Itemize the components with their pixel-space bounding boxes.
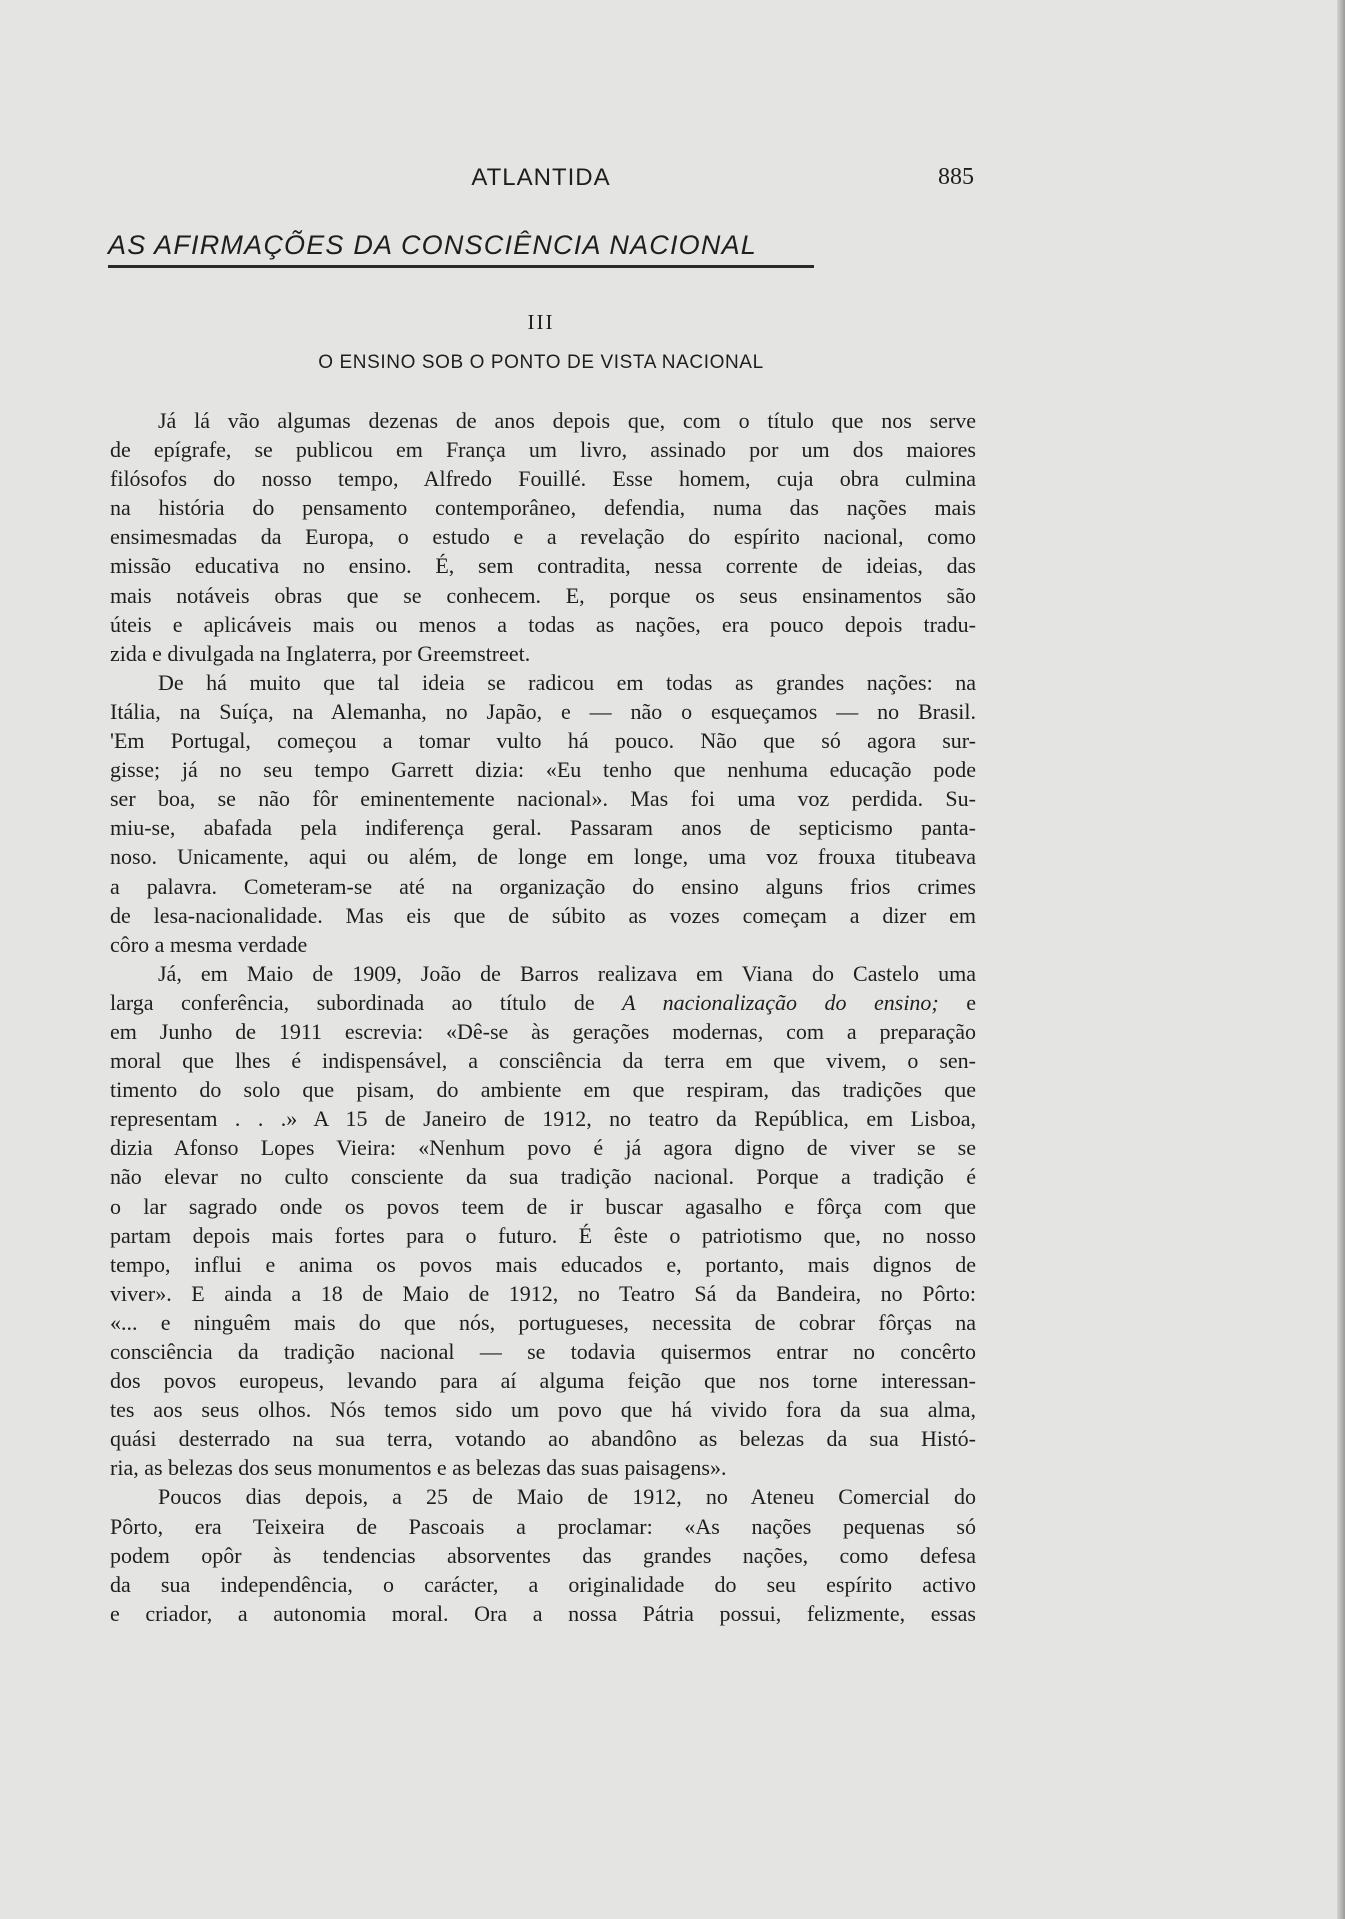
journal-name: ATLANTIDA — [471, 164, 611, 191]
text-line: Já, em Maio de 1909, João de Barros realizava em Viana do Castelo uma — [158, 960, 976, 986]
text-line: úteis e aplicáveis mais ou menos a todas as nações, era pouco depois tradu- — [110, 611, 976, 637]
text-line: viver». E ainda a 18 de Maio de 1912, no Teatro Sá da Bandeira, no Pôrto: — [110, 1280, 976, 1306]
text-line: na história do pensamento contemporâneo, defendia, numa das nações mais — [110, 495, 976, 521]
text-line: ria, as belezas dos seus monumentos e as belezas das suas paisagens». — [110, 1455, 727, 1481]
text-line: e criador, a autonomia moral. Ora a nossa Pátria possui, felizmente, essas — [110, 1600, 976, 1626]
text-line: dizia Afonso Lopes Vieira: «Nenhum povo é já agora digno de viver se se — [110, 1135, 976, 1161]
text-line: Pôrto, era Teixeira de Pascoais a proclamar: «As nações pequenas só — [110, 1513, 976, 1539]
series-title: AS AFIRMAÇÕES DA CONSCIÊNCIA NACIONAL — [108, 230, 814, 268]
section-heading: O ENSINO SOB O PONTO DE VISTA NACIONAL — [318, 352, 764, 373]
text-line: tempo, influi e anima os povos mais educados e, portanto, mais dignos de — [110, 1251, 976, 1277]
text-line: quási desterrado na sua terra, votando ao abandôno as belezas da sua Histó- — [110, 1426, 976, 1452]
text-line: ensimesmadas da Europa, o estudo e a revelação do espírito nacional, como — [110, 524, 976, 550]
text-line: filósofos do nosso tempo, Alfredo Fouillé. Esse homem, cuja obra culmina — [110, 466, 976, 492]
text-line: partam depois mais fortes para o futuro. É êste o patriotismo que, no nosso — [110, 1222, 976, 1248]
text-line: timento do solo que pisam, do ambiente em que respiram, das tradições que — [110, 1077, 976, 1103]
text-line: da sua independência, o carácter, a originalidade do seu espírito activo — [110, 1571, 976, 1597]
text-line: Itália, na Suíça, na Alemanha, no Japão, e — não o esqueçamos — no Brasil. — [110, 698, 976, 724]
text-line: consciência da tradição nacional — se todavia quisermos entrar no concêrto — [110, 1339, 976, 1364]
text-line: ser boa, se não fôr eminentemente nacional». Mas foi uma voz perdida. Su- — [110, 786, 976, 812]
article-body — [110, 406, 976, 1628]
paragraph — [110, 406, 976, 668]
text-line: a palavra. Cometeram-se até na organização do ensino alguns frios crimes — [110, 873, 976, 899]
page-number: 885 — [938, 164, 974, 190]
text-line: Poucos dias depois, a 25 de Maio de 1912, no Ateneu Comercial do — [158, 1484, 976, 1510]
text-line: Já lá vão algumas dezenas de anos depois que, com o título que nos serve — [158, 408, 976, 433]
text-line: moral que lhes é indispensável, a consciência da terra em que vivem, o sen- — [110, 1048, 976, 1074]
text-line: o lar sagrado onde os povos teem de ir buscar agasalho e fôrça com que — [110, 1193, 976, 1219]
part-number: III — [527, 310, 555, 334]
text-line: em Junho de 1911 escrevia: «Dê-se às gerações modernas, com a preparação — [110, 1018, 976, 1044]
text-line: miu-se, abafada pela indiferença geral. Passaram anos de septicismo panta- — [110, 815, 976, 841]
lecture-title: A nacionalização do ensino; — [622, 989, 939, 1015]
line-text: e — [938, 989, 977, 1015]
paragraph — [110, 1482, 976, 1627]
text-line: zida e divulgada na Inglaterra, por Greemstreet. — [110, 640, 531, 666]
text-line: podem opôr às tendencias absorventes das grandes nações, como defesa — [110, 1542, 976, 1568]
text-line: De há muito que tal ideia se radicou em todas as grandes nações: na — [158, 669, 976, 695]
line-text: larga conferência, subordinada ao título de — [110, 989, 623, 1015]
paragraph — [110, 959, 976, 1483]
text-line: mais notáveis obras que se conhecem. E, porque os seus ensinamentos são — [110, 582, 976, 608]
text-line: missão educativa no ensino. É, sem contradita, nessa corrente de ideias, das — [110, 553, 976, 579]
text-line: não elevar no culto consciente da sua tradição nacional. Porque a tradição é — [110, 1164, 976, 1190]
paragraph — [110, 668, 976, 959]
page-edge — [1337, 0, 1345, 1919]
text-line: dos povos europeus, levando para aí alguma feição que nos torne interessan- — [110, 1368, 976, 1394]
text-line — [110, 988, 976, 1017]
text-line: 'Em Portugal, começou a tomar vulto há pouco. Não que só agora sur- — [110, 728, 976, 754]
text-line: tes aos seus olhos. Nós temos sido um povo que há vivido fora da sua alma, — [110, 1397, 976, 1423]
text-line: representam . . .» A 15 de Janeiro de 1912, no teatro da República, em Lisboa, — [110, 1106, 976, 1132]
text-line: de lesa-nacionalidade. Mas eis que de súbito as vozes começam a dizer em — [110, 902, 976, 928]
text-line: gisse; já no seu tempo Garrett dizia: «Eu tenho que nenhuma educação pode — [110, 757, 976, 783]
text-line: de epígrafe, se publicou em França um livro, assinado por um dos maiores — [110, 437, 976, 463]
text-line: noso. Unicamente, aqui ou além, de longe em longe, uma voz frouxa titubeava — [110, 844, 976, 870]
text-line: «... e ninguêm mais do que nós, portugueses, necessita de cobrar fôrças na — [110, 1309, 976, 1335]
running-head — [108, 164, 974, 200]
text-line: côro a mesma verdade — [110, 931, 308, 957]
